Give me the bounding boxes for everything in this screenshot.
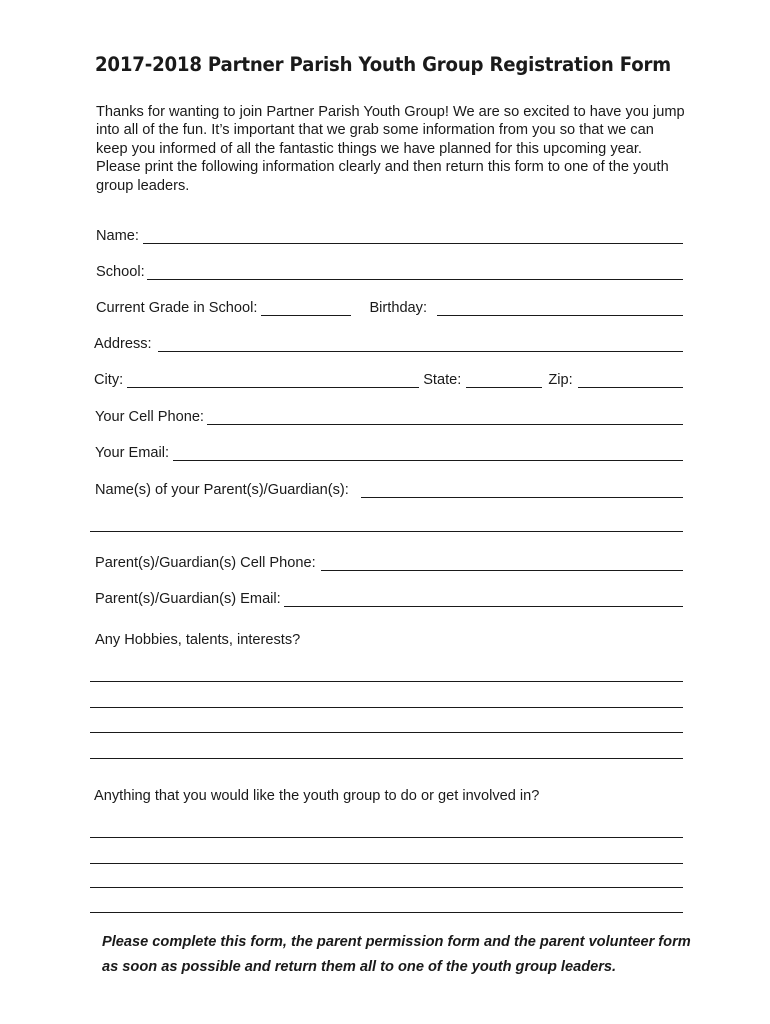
involvement-line[interactable] <box>90 863 683 864</box>
address-row <box>94 335 683 353</box>
footer-note: Please complete this form, the parent permission form and the parent volunteer form as soon as possible and return them all to one of the youth group leaders. <box>102 934 691 975</box>
school-row <box>96 263 683 281</box>
school-field[interactable] <box>147 279 683 280</box>
address-field[interactable] <box>158 351 683 352</box>
involvement-line[interactable] <box>90 912 683 913</box>
hobbies-question: Any Hobbies, talents, interests? <box>95 632 301 648</box>
zip-label: Zip: <box>548 372 573 388</box>
cell-phone-field[interactable] <box>207 424 683 425</box>
involvement-line[interactable] <box>90 887 683 888</box>
grade-label: Current Grade in School: <box>96 300 258 316</box>
parents-row <box>95 481 683 499</box>
state-field[interactable] <box>466 387 542 388</box>
birthday-field[interactable] <box>437 315 683 316</box>
parent-phone-row <box>95 554 683 572</box>
parent-email-label: Parent(s)/Guardian(s) Email: <box>95 591 281 607</box>
city-field[interactable] <box>127 387 419 388</box>
involvement-line[interactable] <box>90 837 683 838</box>
name-label: Name: <box>96 228 139 244</box>
name-row <box>96 227 683 245</box>
zip-field[interactable] <box>578 387 683 388</box>
hobbies-line[interactable] <box>90 681 683 682</box>
name-field[interactable] <box>143 243 683 244</box>
parent-email-row <box>95 590 683 608</box>
parents-field[interactable] <box>361 497 683 498</box>
school-label: School: <box>96 264 145 280</box>
intro-paragraph: Thanks for wanting to join Partner Parish Youth Group! We are so excited to have you jump into all of the fun. It’s important that we grab some information from you so that we can keep you informed of all the fantastic things we have planned for this upcoming year. Please print the following information clearly and then return this form to one of the youth group leaders. <box>96 104 685 194</box>
birthday-label: Birthday: <box>369 300 428 316</box>
form-title: 2017-2018 Partner Parish Youth Group Registration Form <box>95 53 671 76</box>
cell-phone-row <box>95 408 683 426</box>
cell-phone-label: Your Cell Phone: <box>95 409 204 425</box>
involvement-question: Anything that you would like the youth group to do or get involved in? <box>94 788 540 804</box>
grade-birthday-row <box>96 299 683 317</box>
address-label: Address: <box>94 336 152 352</box>
grade-field[interactable] <box>261 315 351 316</box>
state-label: State: <box>423 372 462 388</box>
parent-phone-field[interactable] <box>321 570 683 571</box>
city-state-zip-row <box>94 371 683 389</box>
hobbies-line[interactable] <box>90 707 683 708</box>
hobbies-line[interactable] <box>90 732 683 733</box>
email-label: Your Email: <box>95 445 170 461</box>
parents-label: Name(s) of your Parent(s)/Guardian(s): <box>95 482 349 498</box>
city-label: City: <box>94 372 124 388</box>
email-field[interactable] <box>173 460 683 461</box>
parent-phone-label: Parent(s)/Guardian(s) Cell Phone: <box>95 555 316 571</box>
hobbies-line[interactable] <box>90 758 683 759</box>
parents-extra-line[interactable] <box>90 531 683 532</box>
parent-email-field[interactable] <box>284 606 683 607</box>
email-row <box>95 444 683 462</box>
